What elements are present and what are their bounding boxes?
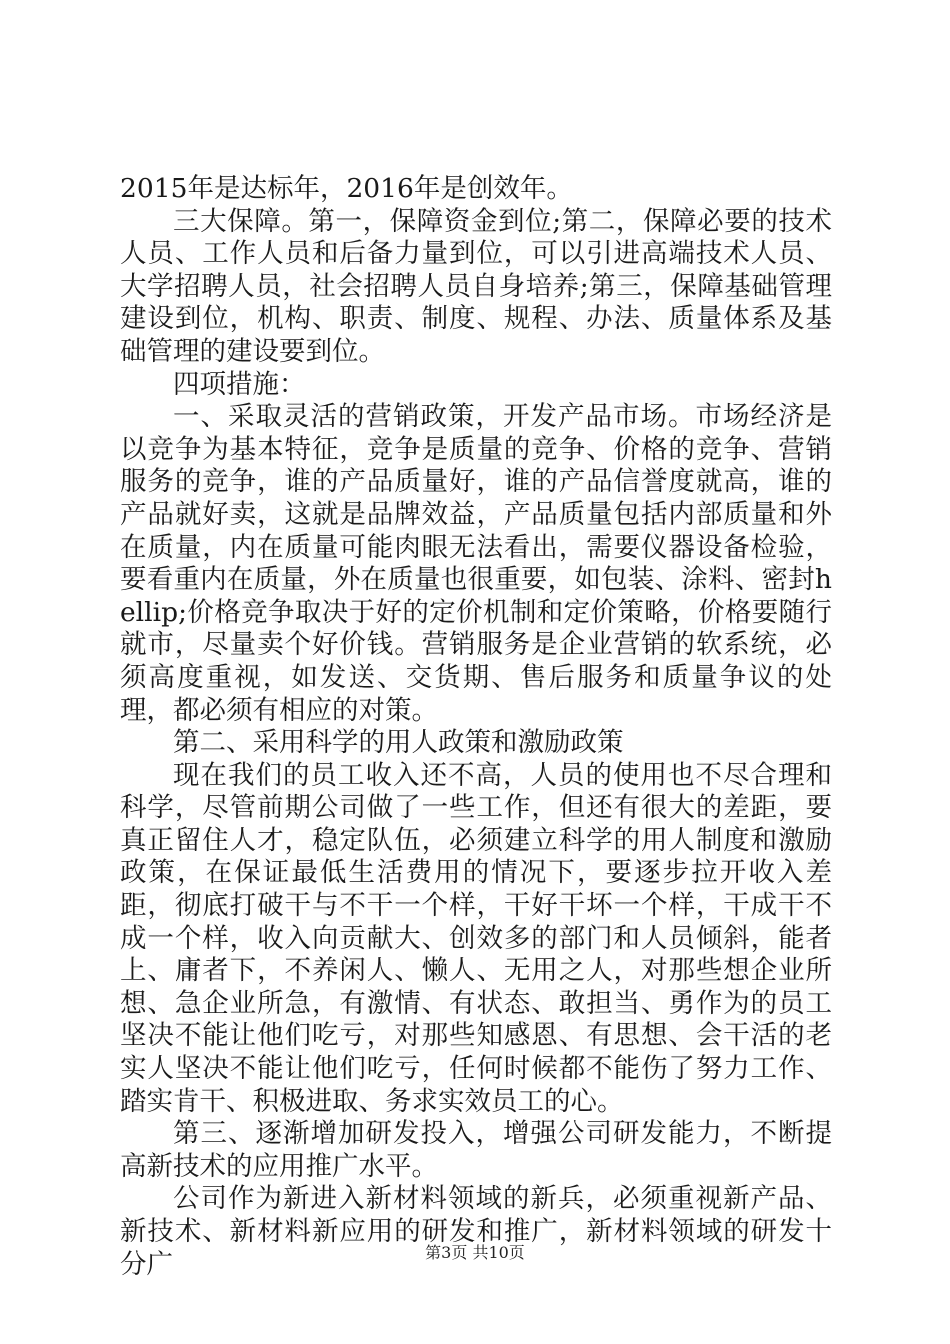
- document-body: [120, 173, 832, 1281]
- paragraph-rnd-body: 公司作为新进入新材料领域的新兵，必须重视新产品、新技术、新材料新应用的研发和推广，新材料领域的研发十分广: [120, 1183, 832, 1280]
- paragraph-target-years: 2015年是达标年，2016年是创效年。: [120, 173, 573, 204]
- paragraph-three-guarantees: 三大保障。第一，保障资金到位;第二，保障必要的技术人员、工作人员和后备力量到位，可以引进高端技术人员、大学招聘人员，社会招聘人员自身培养;第三，保障基础管理建设到位，机构、职责、制度、规程、办法、质量体系及基础管理的建设要到位。: [120, 205, 832, 367]
- paragraph-marketing-policy: 一、采取灵活的营销政策，开发产品市场。市场经济是以竞争为基本特征，竞争是质量的竞争、价格的竞争、营销服务的竞争，谁的产品质量好，谁的产品信誉度就高，谁的产品就好卖，这就是品牌效益，产品质量包括内部质量和外在质量，内在质量可能肉眼无法看出，需要仪器设备检验，要看重内在质量，外在质量也很重要，如包装、涂料、密封hellip;价格竞争取决于好的定价机制和定价策略，价格要随行就市，尽量卖个好价钱。营销服务是企业营销的软系统，必须高度重视，如发送、交货期、售后服务和质量争议的处理，都必须有相应的对策。: [120, 401, 832, 726]
- paragraph-four-measures-heading: 四项措施：: [173, 368, 306, 400]
- paragraph-hr-policy-heading: 第二、采用科学的用人政策和激励政策: [173, 727, 624, 759]
- paragraph-hr-policy-body: 现在我们的员工收入还不高，人员的使用也不尽合理和科学，尽管前期公司做了一些工作，但还有很大的差距，要真正留住人才，稳定队伍，必须建立科学的用人制度和激励政策，在保证最低生活费用的情况下，要逐步拉开收入差距，彻底打破干与不干一个样，干好干坏一个样，干成干不成一个样，收入向贡献大、创效多的部门和人员倾斜，能者上、庸者下，不养闲人、懒人、无用之人，对那些想企业所想、急企业所急，有激情、有状态、敢担当、勇作为的员工坚决不能让他们吃亏，对那些知感恩、有思想、会干活的老实人坚决不能让他们吃亏，任何时候都不能伤了努力工作、踏实肯干、积极进取、务求实效员工的心。: [120, 759, 832, 1117]
- page-number-footer: 第3页 共10页: [425, 1243, 525, 1262]
- paragraph-rnd-heading: 第三、逐渐增加研发投入，增强公司研发能力，不断提高新技术的应用推广水平。: [120, 1118, 832, 1182]
